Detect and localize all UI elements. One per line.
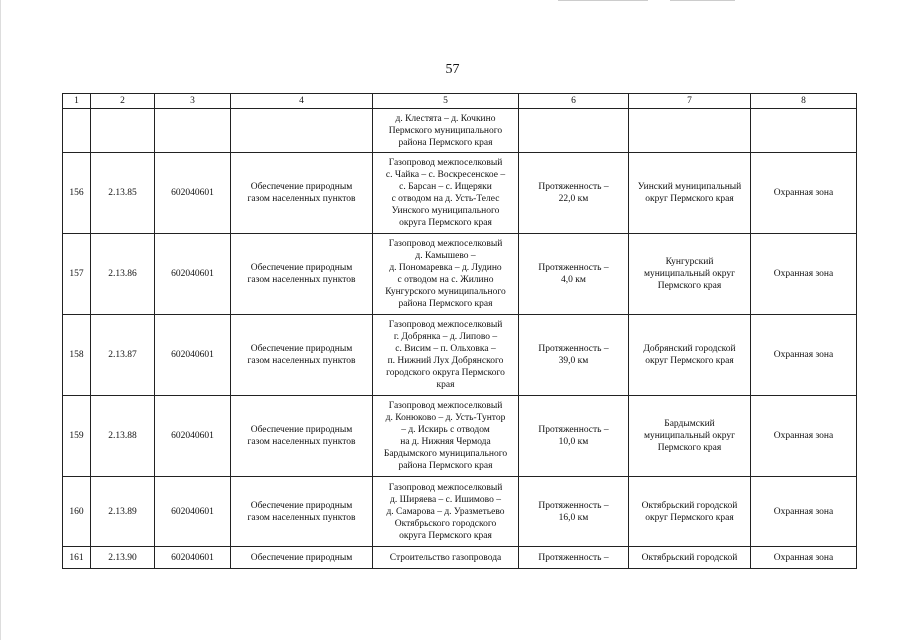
table-cell [629, 109, 751, 153]
purpose-cell: Обеспечение природным газом населенных пунктов [231, 315, 373, 396]
length-cell: Протяженность – 16,0 км [519, 477, 629, 547]
row-number: 159 [63, 396, 91, 477]
id-cell: 602040601 [155, 153, 231, 234]
district-cell: Октябрьский городской [629, 547, 751, 569]
district-cell: Добрянский городской округ Пермского края [629, 315, 751, 396]
description-cell: Строительство газопровода [373, 547, 519, 569]
table-cell [519, 109, 629, 153]
header-row [63, 94, 857, 109]
zone-cell: Охранная зона [751, 396, 857, 477]
id-cell: 602040601 [155, 547, 231, 569]
table-row [63, 396, 857, 477]
table-row [63, 234, 857, 315]
purpose-cell: Обеспечение природным газом населенных пунктов [231, 477, 373, 547]
row-number: 156 [63, 153, 91, 234]
table-row [63, 477, 857, 547]
page-number: 57 [445, 62, 460, 77]
description-cell: Газопровод межпоселковый д. Конюково – д. Усть-Тунтор – д. Искирь с отводом на д. Нижняя Чермода Бардымского муниципального района Пермского края [373, 396, 519, 477]
length-cell: Протяженность – 22,0 км [519, 153, 629, 234]
table-cell [63, 109, 91, 153]
header-cell: 8 [751, 94, 857, 109]
header-cell: 5 [373, 94, 519, 109]
zone-cell: Охранная зона [751, 234, 857, 315]
description-cell: Газопровод межпоселковый д. Камышево – д. Пономаревка – д. Лудино с отводом на с. Жилино Кунгурского муниципального района Пермского края [373, 234, 519, 315]
table-row [63, 547, 857, 569]
row-number: 158 [63, 315, 91, 396]
code-cell: 2.13.86 [91, 234, 155, 315]
table-row [63, 109, 857, 153]
row-number: 160 [63, 477, 91, 547]
table-cell [155, 109, 231, 153]
header-cell: 7 [629, 94, 751, 109]
table-cell [231, 109, 373, 153]
district-cell: Уинский муниципальный округ Пермского края [629, 153, 751, 234]
length-cell: Протяженность – 4,0 км [519, 234, 629, 315]
header-cell: 2 [91, 94, 155, 109]
table-cell [91, 109, 155, 153]
table-cell [751, 109, 857, 153]
data-table [62, 93, 857, 569]
id-cell: 602040601 [155, 477, 231, 547]
zone-cell: Охранная зона [751, 477, 857, 547]
length-cell: Протяженность – 10,0 км [519, 396, 629, 477]
id-cell: 602040601 [155, 315, 231, 396]
header-cell: 6 [519, 94, 629, 109]
zone-cell: Охранная зона [751, 547, 857, 569]
length-cell: Протяженность – 39,0 км [519, 315, 629, 396]
purpose-cell: Обеспечение природным [231, 547, 373, 569]
top-edge-mark [670, 0, 735, 1]
description-cell: Газопровод межпоселковый д. Ширяева – с. Ишимово – д. Самарова – д. Уразметьево Октябрьского городского округа Пермского края [373, 477, 519, 547]
header-cell: 1 [63, 94, 91, 109]
purpose-cell: Обеспечение природным газом населенных пунктов [231, 234, 373, 315]
purpose-cell: Обеспечение природным газом населенных пунктов [231, 396, 373, 477]
zone-cell: Охранная зона [751, 315, 857, 396]
code-cell: 2.13.87 [91, 315, 155, 396]
row-number: 161 [63, 547, 91, 569]
purpose-cell: Обеспечение природным газом населенных пунктов [231, 153, 373, 234]
top-edge-mark [558, 0, 648, 1]
district-cell: Кунгурский муниципальный округ Пермского края [629, 234, 751, 315]
code-cell: 2.13.89 [91, 477, 155, 547]
table-row [63, 153, 857, 234]
code-cell: 2.13.90 [91, 547, 155, 569]
description-cell: д. Клестята – д. Кочкино Пермского муниципального района Пермского края [373, 109, 519, 153]
header-cell: 3 [155, 94, 231, 109]
district-cell: Октябрьский городской округ Пермского края [629, 477, 751, 547]
description-cell: Газопровод межпоселковый с. Чайка – с. Воскресенское – с. Барсан – с. Ищеряки с отводом на д. Усть-Телес Уинского муниципального округа Пермского края [373, 153, 519, 234]
id-cell: 602040601 [155, 396, 231, 477]
code-cell: 2.13.88 [91, 396, 155, 477]
zone-cell: Охранная зона [751, 153, 857, 234]
description-cell: Газопровод межпоселковый г. Добрянка – д. Липово – с. Висим – п. Ольховка – п. Нижний Лух Добрянского городского округа Пермского края [373, 315, 519, 396]
code-cell: 2.13.85 [91, 153, 155, 234]
left-edge-line [0, 0, 1, 640]
header-cell: 4 [231, 94, 373, 109]
id-cell: 602040601 [155, 234, 231, 315]
table-row [63, 315, 857, 396]
district-cell: Бардымский муниципальный округ Пермского края [629, 396, 751, 477]
length-cell: Протяженность – [519, 547, 629, 569]
row-number: 157 [63, 234, 91, 315]
